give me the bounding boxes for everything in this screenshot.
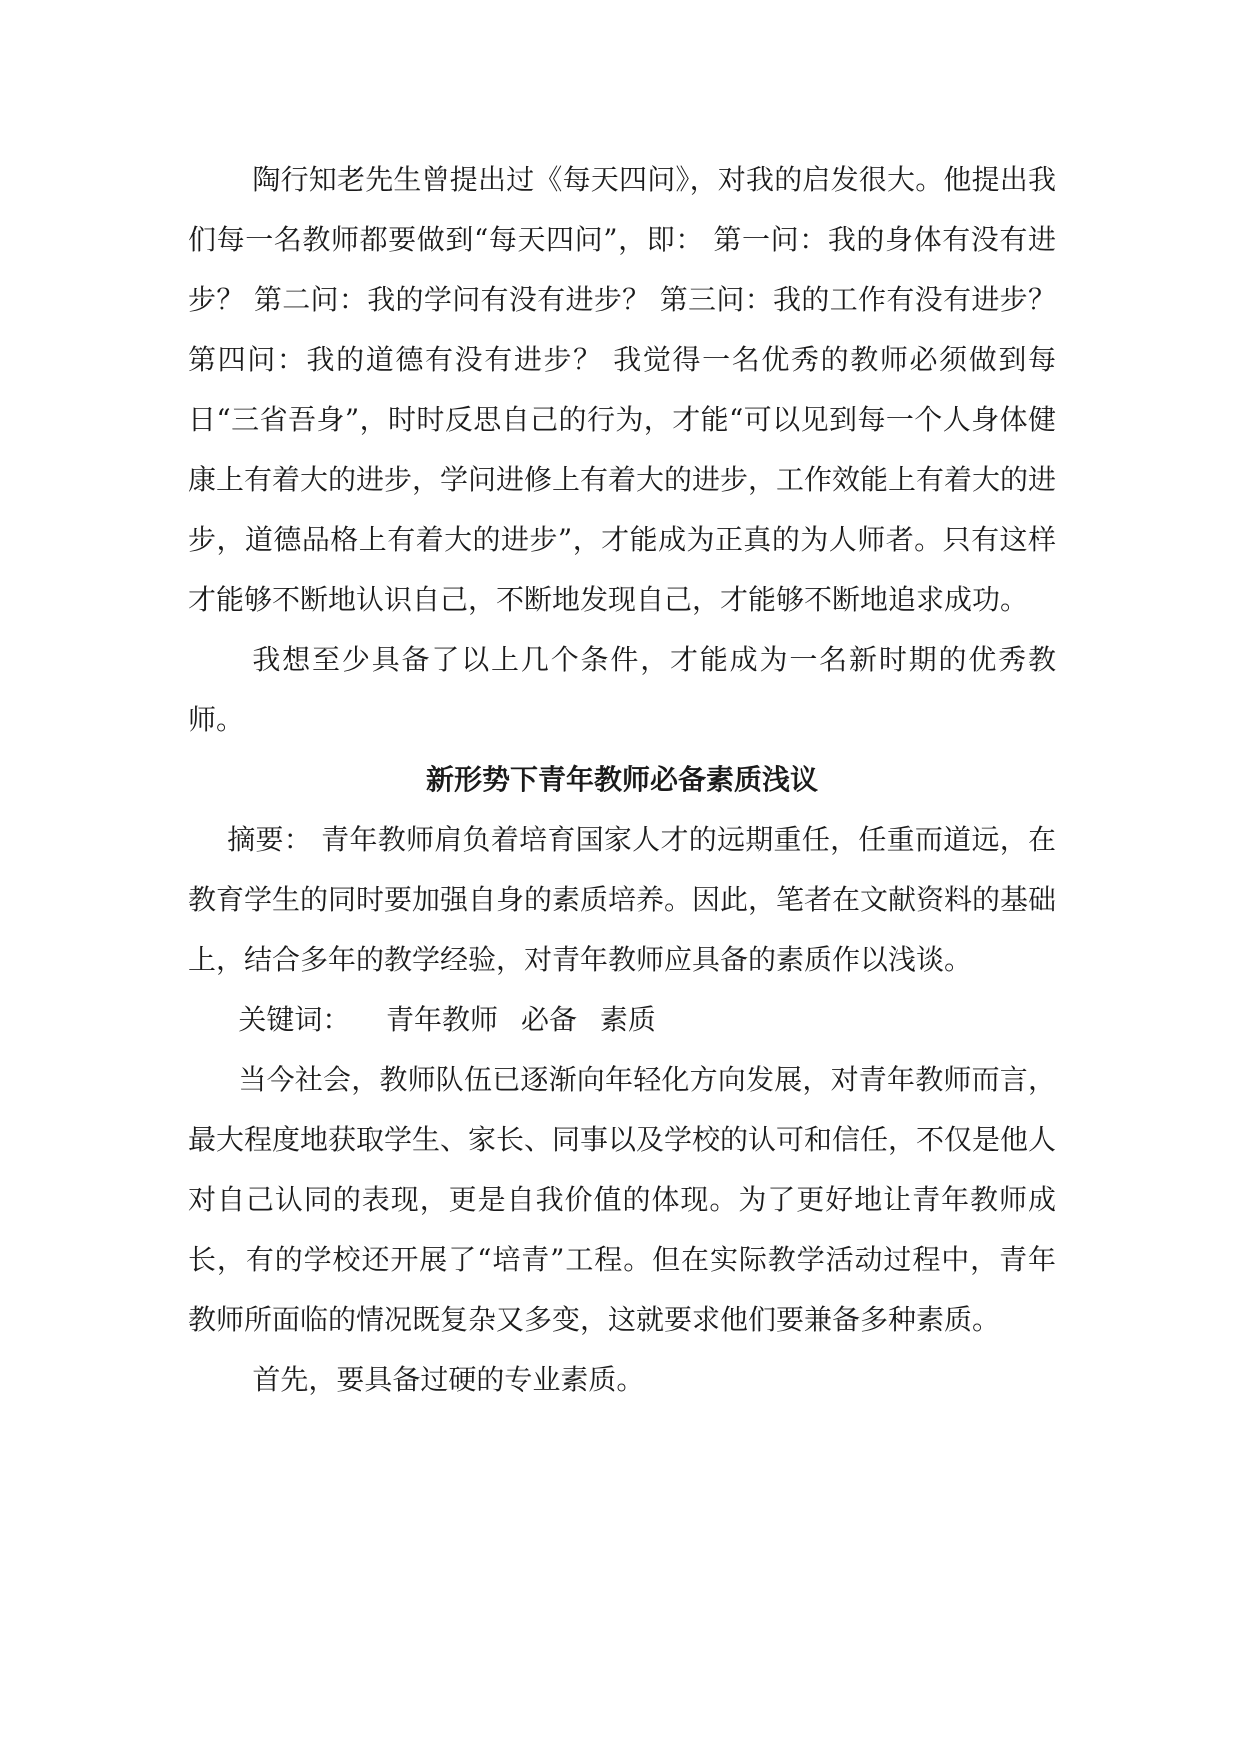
keyword-item: 必备	[520, 1003, 577, 1036]
document-body	[188, 150, 1056, 1410]
keyword-item: 青年教师	[386, 1003, 499, 1036]
keywords-label: 关键词：	[238, 1003, 351, 1036]
abstract-paragraph: 摘要： 青年教师肩负着培育国家人才的远期重任，任重而道远，在教育学生的同时要加强自身的素质培养。因此，笔者在文献资料的基础上，结合多年的教学经验，对青年教师应具备的素质作以浅谈。	[188, 823, 1057, 976]
paragraph-four-questions: 陶行知老先生曾提出过《每天四问》，对我的启发很大。他提出我们每一名教师都要做到“每天四问”，即： 第一问：我的身体有没有进步？ 第二问：我的学问有没有进步？ 第三问：我的工作有没有进步？ 第四问：我的道德有没有进步？ 我觉得一名优秀的教师必须做到每日“三省吾身”，时时反思自己的行为，才能“可以见到每一个人身体健康上有着大的进步，学问进修上有着大的进步，工作效能上有着大的进步，道德品格上有着大的进步”，才能成为正真的为人师者。只有这样才能够不断地认识自己，不断地发现自己，才能够不断地追求成功。	[188, 163, 1057, 616]
keywords-line	[188, 990, 1056, 1050]
keyword-item: 素质	[599, 1003, 656, 1036]
article-title: 新形势下青年教师必备素质浅议	[425, 763, 818, 796]
paragraph-body-intro: 当今社会，教师队伍已逐渐向年轻化方向发展，对青年教师而言，最大程度地获取学生、家长、同事以及学校的认可和信任，不仅是他人对自己认同的表现，更是自我价值的体现。为了更好地让青年教师成长，有的学校还开展了“培青”工程。但在实际教学活动过程中，青年教师所面临的情况既复杂又多变，这就要求他们要兼备多种素质。	[188, 1063, 1057, 1336]
paragraph-first-point: 首先，要具备过硬的专业素质。	[252, 1363, 645, 1396]
paragraph-conclusion: 我想至少具备了以上几个条件，才能成为一名新时期的优秀教师。	[188, 643, 1056, 736]
